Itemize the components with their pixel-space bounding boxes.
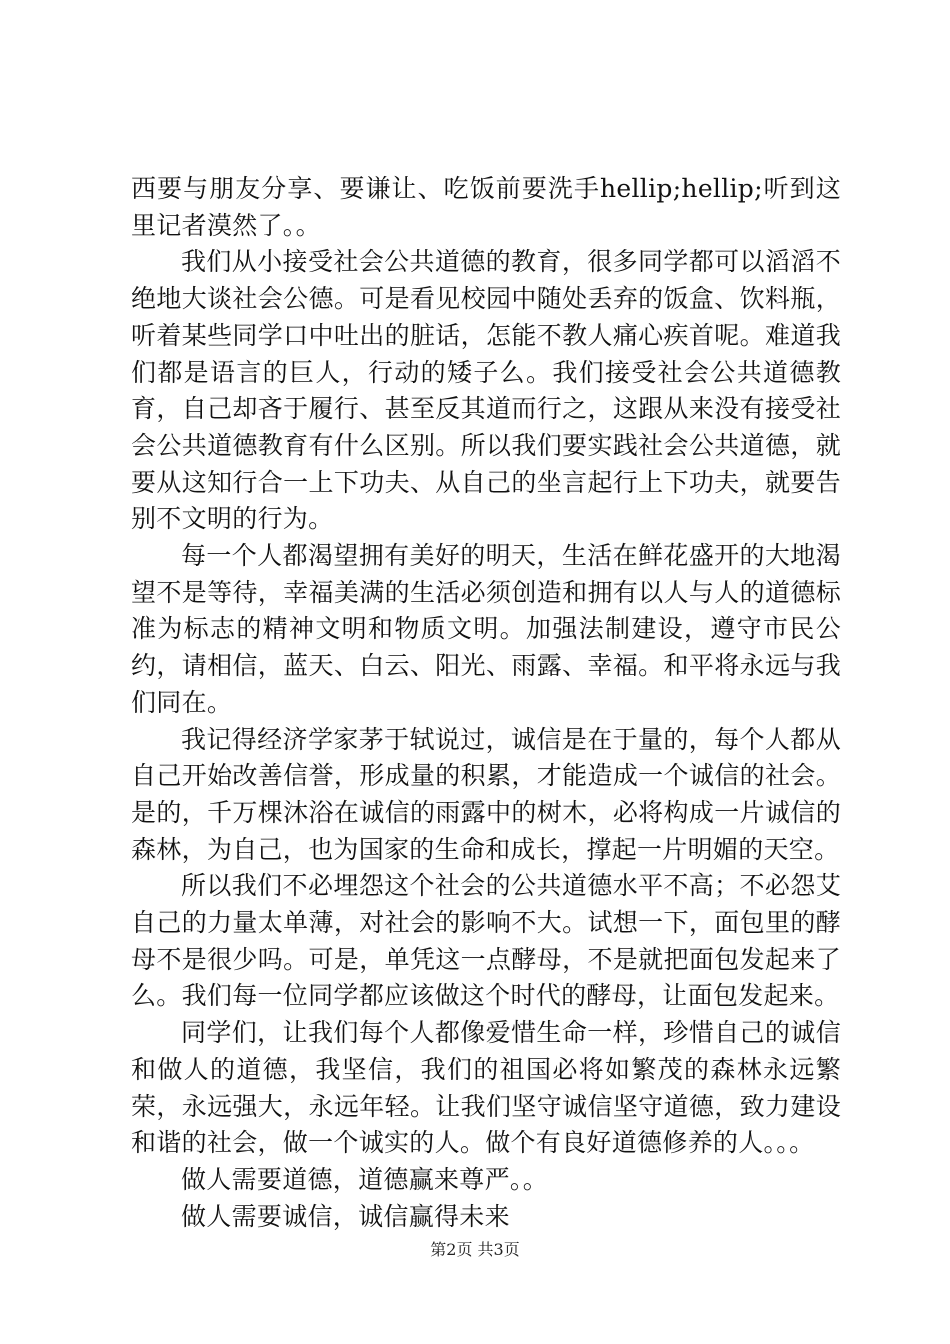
paragraph: 西要与朋友分享、要谦让、吃饭前要洗手hellip;hellip;听到这里记者漠然了。。 [131,174,841,240]
paragraph: 我们从小接受社会公共道德的教育，很多同学都可以滔滔不绝地大谈社会公德。可是看见校园中随处丢弃的饭盒、饮料瓶，听着某些同学口中吐出的脏话，怎能不教人痛心疾首呢。难道我们都是语言的巨人，行动的矮子么。我们接受社会公共道德教育，自己却吝于履行、甚至反其道而行之，这跟从来没有接受社会公共道德教育有什么区别。所以我们要实践社会公共道德，就要从这知行合一上下功夫、从自己的坐言起行上下功夫，就要告别不文明的行为。 [131,247,841,534]
page-footer: 第2页 共3页 [430,1240,520,1259]
paragraph: 所以我们不必埋怨这个社会的公共道德水平不高；不必怨艾自己的力量太单薄，对社会的影响不大。试想一下，面包里的酵母不是很少吗。可是，单凭这一点酵母，不是就把面包发起来了么。我们每一位同学都应该做这个时代的酵母，让面包发起来。 [131,871,841,1011]
body-text [131,171,841,1235]
paragraph: 同学们，让我们每个人都像爱惜生命一样，珍惜自己的诚信和做人的道德，我坚信，我们的祖国必将如繁茂的森林永远繁荣，永远强大，永远年轻。让我们坚守诚信坚守道德，致力建设和谐的社会，做一个诚实的人。做个有良好道德修养的人。。。 [131,1018,841,1158]
paragraph: 每一个人都渴望拥有美好的明天，生活在鲜花盛开的大地渴望不是等待，幸福美满的生活必须创造和拥有以人与人的道德标准为标志的精神文明和物质文明。加强法制建设，遵守市民公约，请相信，蓝天、白云、阳光、雨露、幸福。和平将永远与我们同在。 [131,541,841,717]
paragraph: 做人需要道德，道德赢来尊严。。 [181,1164,549,1194]
paragraph: 我记得经济学家茅于轼说过，诚信是在于量的，每个人都从自己开始改善信誉，形成量的积累，才能造成一个诚信的社会。是的，千万棵沐浴在诚信的雨露中的树木，必将构成一片诚信的森林，为自己，也为国家的生命和成长，撑起一片明媚的天空。 [131,724,841,864]
paragraph: 做人需要诚信，诚信赢得未来 [181,1201,510,1231]
